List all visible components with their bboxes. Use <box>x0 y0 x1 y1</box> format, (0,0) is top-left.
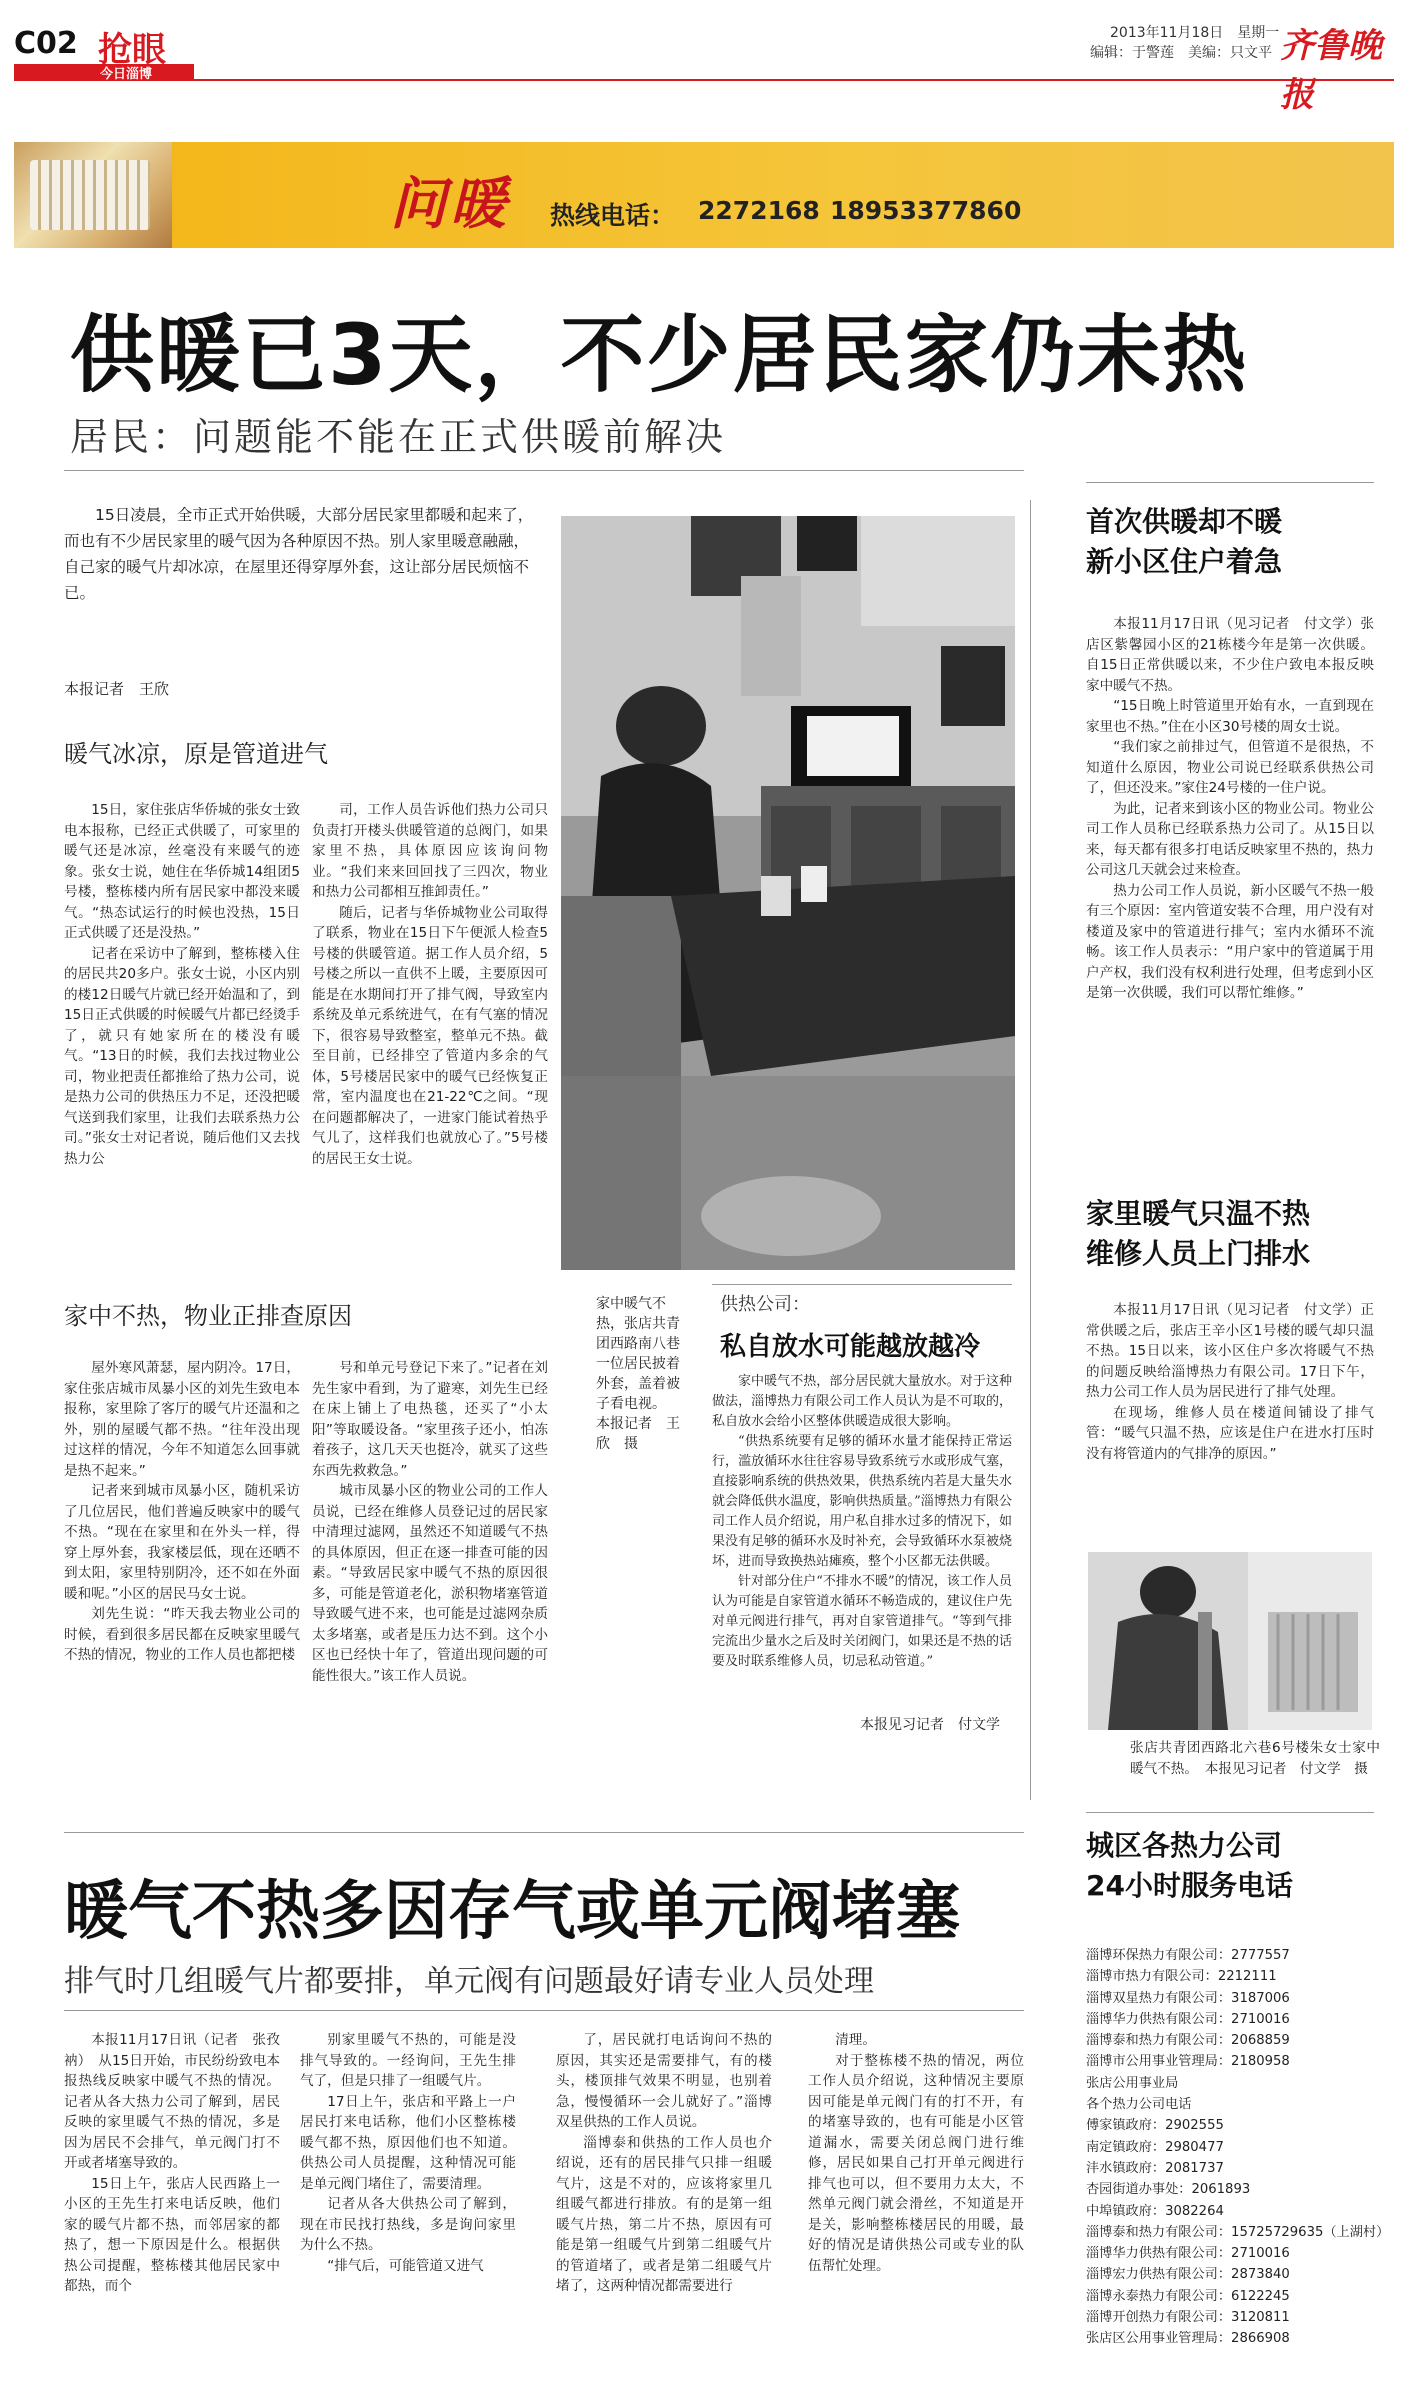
paragraph: 屋外寒风萧瑟，屋内阴冷。17日，家住张店城市凤暴小区的刘先生致电本报称，家里除了客厅的暖气片还温和之外，别的屋暖气都不热。“往年没出现过这样的情况，今年不知道怎么回事就是热不起来。” <box>64 1360 300 1479</box>
article-column <box>300 2030 516 2276</box>
byline: 本报记者 王欣 <box>64 680 170 698</box>
paragraph: “15日晚上时管道里开始有水，一直到现在家里也不热。”住在小区30号楼的周女士说。 <box>1086 698 1374 735</box>
article-column <box>64 2030 280 2297</box>
radiator-icon <box>30 160 150 230</box>
list-item: 淄博泰和热力有限公司：15725729635（上湖村） <box>1086 2224 1390 2240</box>
sidebar-signature: 本报见习记者 付文学 <box>860 1717 1000 1733</box>
paragraph: 随后，记者与华侨城物业公司取得了联系，物业在15日下午便派人检查5号楼的供暖管道。据工作人员介绍，5号楼之所以一直供不上暖，主要原因可能是在水期间打开了排气阀，导致室内系统及单元系统进气，在有气塞的情况下，很容易导致整室，整单元不热。截至目前，已经排空了管道内多余的气体，5号楼居民家中的暖气已经恢复正常，室内温度也在21-22℃之间。“现在问题都解决了，一进家门能试着热乎气儿了，这样我们也就放心了。”5号楼的居民王女士说。 <box>312 904 548 1167</box>
paragraph: 为此，记者来到该小区的物业公司。物业公司工作人员称已经联系热力公司了。从15日以来，每天都有很多打电话反映家里不热的，热力公司这几天就会过来检查。 <box>1086 800 1374 878</box>
list-item: 南定镇政府：2980477 <box>1086 2139 1224 2155</box>
living-room-photo <box>561 516 1015 1270</box>
list-item: 中埠镇政府：3082264 <box>1086 2203 1224 2219</box>
story-body <box>1086 614 1374 1004</box>
article-column <box>556 2030 772 2297</box>
paragraph: 号和单元号登记下来了。”记者在刘先生家中看到，为了避寒，刘先生已经在床上铺上了电热毯，还买了“小太阳”等取暖设备。“家里孩子还小，怕冻着孩子，这几天天也挺冷，就买了这些东西先救救急。” <box>312 1360 548 1479</box>
story-title-line: 家里暖气只温不热 <box>1086 1197 1311 1230</box>
page-code: C02 <box>14 26 78 61</box>
paragraph: 家中暖气不热，部分居民就大量放水。对于这种做法，淄博热力有限公司工作人员认为是不可取的，私自放水会给小区整体供暖造成很大影响。 <box>712 1374 1012 1429</box>
main-headline: 供暖已3天，不少居民家仍未热 <box>70 306 1249 404</box>
hotline-label: 热线电话： <box>550 201 676 230</box>
paragraph: 城市凤暴小区的物业公司的工作人员说，已经在维修人员登记过的居民家中清理过滤网，虽然还不知道暖气不热的具体原因，但正在逐一排查可能的因素。“导致居民家中暖气不热的原因很多，可能是管道老化，淤积物堵塞管道导致暖气进不来，也可能是过滤网杂质太多堵塞，或者是压力达不到。这个小区也已经快十年了，管道出现问题的可能性很大。”该工作人员说。 <box>312 1483 548 1684</box>
phone-list-title-line: 24小时服务电话 <box>1086 1869 1293 1902</box>
lead-paragraph: 15日凌晨，全市正式开始供暖，大部分居民家里都暖和起来了，而也有不少居民家里的暖气因为各种原因不热。别人家里暖意融融，自己家的暖气片却冰凉，在屋里还得穿厚外套，这让部分居民烦恼不已。 <box>64 506 534 602</box>
news-photo <box>1088 1552 1372 1730</box>
paragraph: 本报11月17日讯（见习记者 付文学）正常供暖之后，张店王辛小区1号楼的暖气却只温不热。15日以来，该小区住户多次将暖气不热的问题反映给淄博热力有限公司。17日下午，热力公司工作人员为居民进行了排气处理。 <box>1086 1302 1374 1400</box>
story-title <box>1086 1194 1310 1274</box>
second-subhead: 排气时几组暖气片都要排，单元阀有问题最好请专业人员处理 <box>64 1964 874 1999</box>
paragraph: 在现场，维修人员在楼道间铺设了排气管：“暖气只温不热，应该是住户在进水打压时没有将管道内的气排净的原因。” <box>1086 1404 1374 1462</box>
article-column <box>64 800 300 1169</box>
phone-list-title <box>1086 1826 1293 1906</box>
article-column <box>64 1358 300 1666</box>
list-item: 淄博环保热力有限公司：2777557 <box>1086 1948 1290 1963</box>
section-title: 家中不热，物业正排查原因 <box>64 1302 352 1330</box>
paragraph: 司，工作人员告诉他们热力公司只负责打开楼头供暖管道的总阀门，如果家里不热，具体原因应该询问物业。“我们来来回回找了三四次，物业和热力公司都相互推卸责任。” <box>312 802 548 900</box>
issue-date: 2013年11月18日 星期一 <box>1110 25 1280 41</box>
paragraph: 淄博泰和供热的工作人员也介绍说，还有的居民排气只排一组暖气片，这是不对的，应该将家里几组暖气都进行排放。有的是第一组暖气片热，第二片不热，原因有可能是第一组暖气片到第二组暖气片的管道堵了，或者是第二组暖气片堵了，这两种情况都需要进行 <box>556 2134 772 2294</box>
photo-caption: 张店共青团西路北六巷6号楼朱女士家中暖气不热。 本报见习记者 付文学 摄 <box>1130 1740 1380 1777</box>
paragraph: “我们家之前排过气，但管道不是很热，不知道什么原因，物业公司说已经联系供热公司了，但还没来。”家住24号楼的一住户说。 <box>1086 739 1374 796</box>
paragraph: 对于整栋楼不热的情况，两位工作人员介绍说，这种情况主要原因可能是单元阀门有的打不开，有的堵塞导致的，也有可能是小区管道漏水，需要关闭总阀门进行维修，居民如果自己打开单元阀进行排气也可以，但不要用力太大，不然单元阀门就会滑丝，不知道是开是关，影响整栋楼居民的用暖，最好的情况是请供热公司或专业的队伍帮忙处理。 <box>808 2052 1024 2274</box>
main-subhead: 居民：问题能不能在正式供暖前解决 <box>70 415 727 459</box>
divider <box>64 470 1024 471</box>
list-item: 淄博泰和热力有限公司：2068859 <box>1086 2033 1290 2049</box>
paragraph: 记者在采访中了解到，整栋楼入住的居民共20多户。张女士说，小区内别的楼12日暖气片就已经开始温和了，到15日正式供暖的时候暖气片都已经烫手了，就只有她家所在的楼没有暖气。“13日的时候，我们去找过物业公司，物业把责任都推给了热力公司，说是热力公司的供热压力不足，还没把暖气送到我们家里，让我们去联系热力公司。”张女士对记者说，随后他们又去找热力公 <box>64 945 300 1167</box>
divider <box>1086 482 1374 483</box>
section-name: 抢眼 <box>98 30 166 70</box>
divider <box>64 1832 1024 1833</box>
list-item: 傅家镇政府：2902555 <box>1086 2118 1224 2134</box>
story-title-line: 维修人员上门排水 <box>1086 1237 1311 1270</box>
section-title: 暖气冰凉，原是管道进气 <box>64 740 328 768</box>
story-title-line: 首次供暖却不暖 <box>1086 505 1283 538</box>
news-photo <box>561 516 1015 1270</box>
phone-list-title-line: 城区各热力公司 <box>1086 1829 1283 1862</box>
story-title <box>1086 502 1282 582</box>
list-item: 淄博华力供热有限公司：2710016 <box>1086 2011 1290 2027</box>
newspaper-logo: 齐鲁晚报 <box>1280 26 1382 115</box>
column-banner <box>14 142 1394 248</box>
second-headline: 暖气不热多因存气或单元阀堵塞 <box>64 1875 960 1949</box>
list-item: 杏园街道办事处：2061893 <box>1086 2182 1251 2198</box>
paragraph: 刘先生说：“昨天我去物业公司的时候，看到很多居民都在反映家里暖气不热的情况，物业的工作人员也都把楼 <box>64 1606 300 1663</box>
list-item: 淄博开创热力有限公司：3120811 <box>1086 2310 1290 2326</box>
phone-list <box>1086 1945 1390 2350</box>
paragraph: 15日上午，张店人民西路上一小区的王先生打来电话反映，他们家的暖气片都不热，而邻居家的都热了，想一下原因是什么。根据供热公司提醒，整栋楼其他居民家中都热，而个 <box>64 2175 280 2294</box>
paragraph: 15日，家住张店华侨城的张女士致电本报称，已经正式供暖了，可家里的暖气还是冰凉，丝毫没有来暖气的迹象。张女士说，她住在华侨城14组团5号楼，整栋楼内所有居民家中都没来暖气。“热态试运行的时候也没热，15日正式供暖了还是没热。” <box>64 802 300 941</box>
radiator-photo <box>1088 1552 1372 1730</box>
sidebar-body <box>712 1372 1012 1672</box>
list-item: 张店区公用事业管理局：2866908 <box>1086 2331 1290 2347</box>
hotline-phone-1: 2272168 <box>698 196 820 225</box>
divider <box>1086 1812 1374 1813</box>
column-divider <box>1030 500 1031 1800</box>
divider <box>64 2010 1024 2011</box>
sidebar-title: 私自放水可能越放越冷 <box>720 1332 981 1362</box>
paragraph: 清理。 <box>835 2032 876 2048</box>
list-item: 淄博华力供热有限公司：2710016 <box>1086 2246 1290 2262</box>
article-column <box>312 1358 548 1686</box>
paragraph: 热力公司工作人员说，新小区暖气不热一般有三个原因：室内管道安装不合理，用户没有对楼道及家中的管道进行排气；室内水循环不流畅。该工作人员表示：“用户家中的管道属于用户产权，我们没有权利进行处理，但考虑到小区是第一次供暖，我们可以帮忙维修。” <box>1086 882 1374 1001</box>
article-column <box>312 800 548 1169</box>
list-item: 张店公用事业局 <box>1086 2075 1179 2091</box>
paragraph: “供热系统要有足够的循环水量才能保持正常运行，滥放循环水往往容易导致系统亏水或形成气塞，直接影响系统的供热效果，供热系统内若是大量失水就会降低供水温度，影响供热质量。”淄博热力有限公司工作人员介绍说，用户私自排水过多的情况下，如果没有足够的循环水及时补充，会导致循环水泵被烧坏，进而导致换热站瘫痪，整个小区都无法供暖。 <box>712 1434 1012 1569</box>
subsection-name: 今日淄博 <box>100 67 153 82</box>
list-item: 沣水镇政府：2081737 <box>1086 2160 1224 2176</box>
article-column <box>808 2030 1024 2276</box>
paragraph: 本报11月17日讯（记者 张孜衲） 从15日开始，市民纷纷致电本报热线反映家中暖气不热的情况。记者从各大热力公司了解到，居民反映的家里暖气不热的情况，多是因为居民不会排气，单元阀门打不开或者堵塞导致的。 <box>64 2032 280 2171</box>
paragraph: 记者来到城市凤暴小区，随机采访了几位居民，他们普遍反映家中的暖气不热。“现在在家里和在外头一样，得穿上厚外套，我家楼层低，现在还晒不到太阳，家里特别阴冷，还不如在外面暖和呢。”小区的居民马女士说。 <box>64 1483 300 1602</box>
list-item: 淄博市热力有限公司：2212111 <box>1086 1969 1277 1985</box>
paragraph: 17日上午，张店和平路上一户居民打来电话称，他们小区整栋楼暖气都不热，原因他们也不知道。供热公司人员提醒，这种情况可能是单元阀门堵住了，需要清理。 <box>300 2093 516 2192</box>
divider <box>712 1284 1012 1285</box>
paragraph: 别家里暖气不热的，可能是没排气导致的。一经询问，王先生排气了，但是只排了一组暖气片。 <box>300 2032 516 2089</box>
paragraph: 了，居民就打电话询问不热的原因，其实还是需要排气，有的楼头，楼顶排气效果不明显，也别着急，慢慢循环一会儿就好了。”淄博双星供热的工作人员说。 <box>556 2032 772 2130</box>
editors-credit: 编辑：于警莲 美编：只文平 <box>1090 45 1272 61</box>
paragraph: 本报11月17日讯（见习记者 付文学）张店区紫馨园小区的21栋楼今年是第一次供暖。自15日正常供暖以来，不少住户致电本报反映家中暖气不热。 <box>1086 616 1374 694</box>
story-title-line: 新小区住户着急 <box>1086 545 1283 578</box>
list-item: 淄博宏力供热有限公司：2873840 <box>1086 2267 1290 2283</box>
hotline-phone-2: 18953377860 <box>830 196 1022 225</box>
paragraph: “排气后，可能管道又进气 <box>327 2257 484 2274</box>
list-item: 各个热力公司电话 <box>1086 2097 1192 2113</box>
banner-title: 问暖 <box>390 171 510 237</box>
list-item: 淄博市公用事业管理局：2180958 <box>1086 2054 1290 2070</box>
story-body <box>1086 1300 1374 1464</box>
paragraph: 针对部分住户“不排水不暖”的情况，该工作人员认为可能是自家管道水循环不畅造成的，建议住户先对单元阀进行排气，再对自家管道排气。“等到气排完流出少量水之后及时关闭阀门，如果还是不热的话要及时联系维修人员，切忌私动管道。” <box>712 1574 1012 1669</box>
sidebar-label: 供热公司： <box>720 1294 810 1315</box>
photo-caption: 家中暖气不热，张店共青团西路南八巷一位居民披着外套，盖着被子看电视。 本报记者 王欣 摄 <box>596 1296 680 1452</box>
list-item: 淄博永泰热力有限公司：6122245 <box>1086 2288 1290 2304</box>
paragraph: 记者从各大供热公司了解到，现在市民找打热线，多是询问家里为什么不热。 <box>300 2196 516 2253</box>
list-item: 淄博双星热力有限公司：3187006 <box>1086 1990 1290 2006</box>
masthead-rule <box>14 79 1394 81</box>
